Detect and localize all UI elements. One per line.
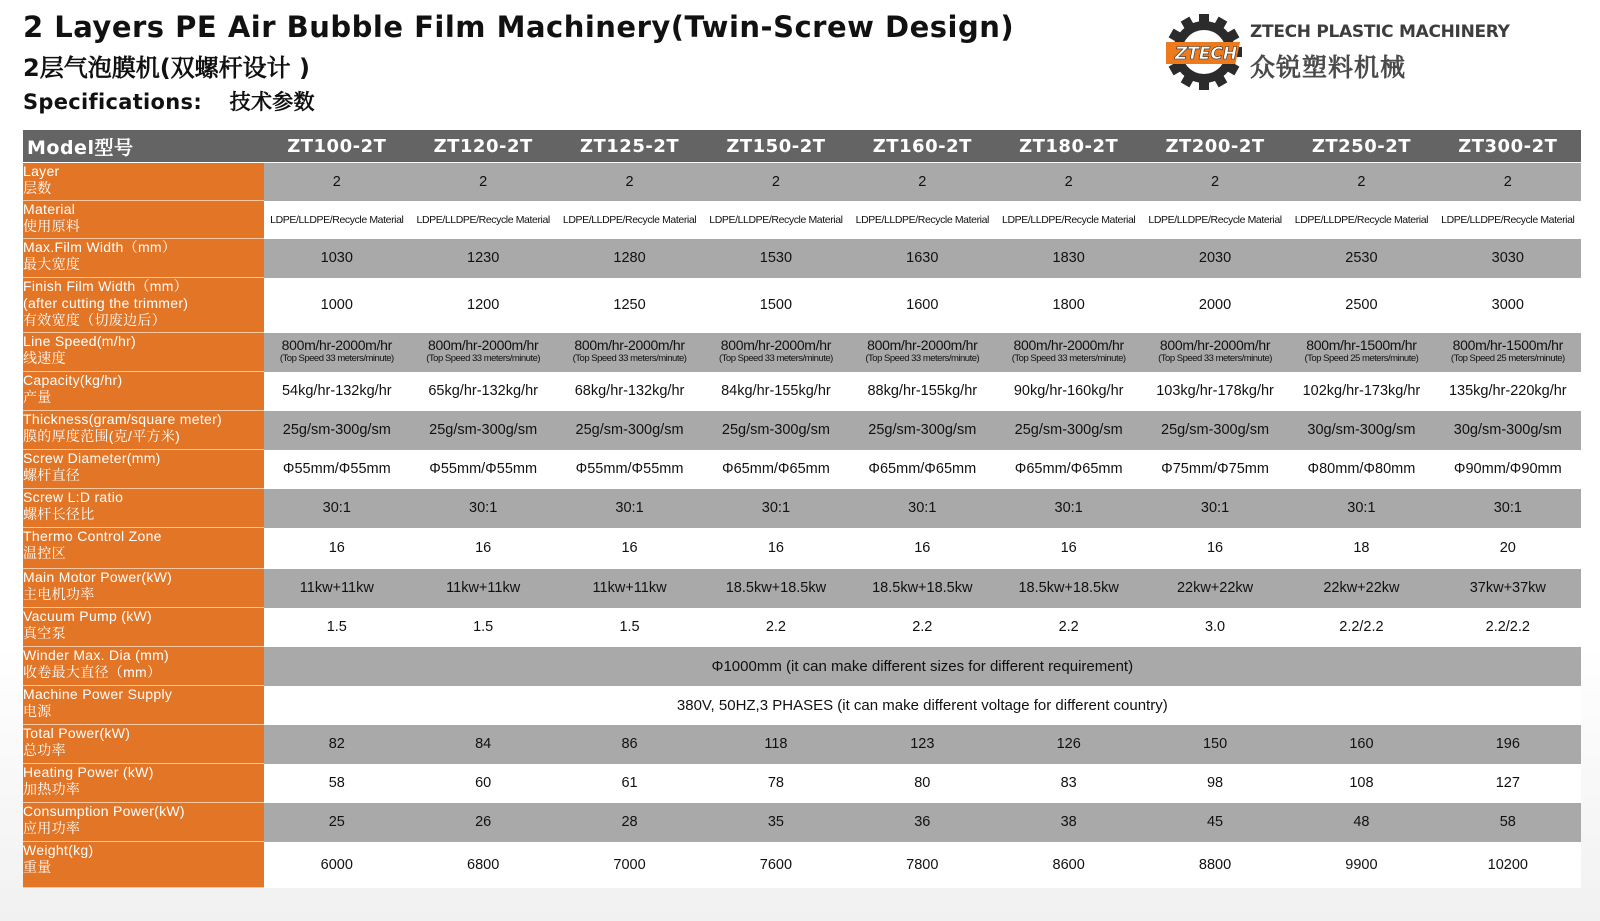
- spec-value: 30:1: [556, 489, 702, 528]
- spec-value: 16: [264, 528, 410, 569]
- spec-value: 83: [995, 764, 1141, 803]
- logo-mark-text: ZTECH: [1174, 44, 1238, 64]
- spec-value: 2: [264, 163, 410, 201]
- spec-value: 1630: [849, 239, 995, 278]
- spec-label-line: Capacity(kg/hr): [23, 372, 123, 388]
- spec-value: 1030: [264, 239, 410, 278]
- spec-label-line: 线速度: [23, 350, 66, 366]
- spec-value: 1530: [703, 239, 849, 278]
- spec-value: [1435, 333, 1581, 372]
- spec-label: [23, 411, 264, 450]
- spec-value: 1800: [995, 278, 1141, 333]
- spec-label-line: Material: [23, 201, 76, 217]
- spec-label-line: Main Motor Power(kW): [23, 569, 173, 585]
- line-speed-range: 800m/hr-2000m/hr: [427, 337, 539, 353]
- brand-name-cn: 众锐塑料机械: [1250, 53, 1407, 82]
- spec-row: [23, 163, 1581, 201]
- spec-label: [23, 686, 264, 725]
- spec-value: 1830: [995, 239, 1141, 278]
- spec-label-line: Line Speed(m/hr): [23, 333, 136, 349]
- spec-label: [23, 201, 264, 239]
- line-speed-range: 800m/hr-1500m/hr: [1306, 337, 1417, 353]
- spec-value: 20: [1435, 528, 1581, 569]
- spec-value: 30:1: [703, 489, 849, 528]
- page-title-en: 2 Layers PE Air Bubble Film Machinery(Twin-Screw Design): [23, 10, 1015, 44]
- spec-row: [23, 803, 1581, 842]
- spec-value: 84kg/hr-155kg/hr: [703, 372, 849, 411]
- specifications-heading: [23, 86, 315, 116]
- spec-value: LDPE/LLDPE/Recycle Material: [703, 201, 849, 239]
- ztech-logo: [1166, 14, 1510, 92]
- spec-value: [264, 333, 410, 372]
- spec-value: 48: [1288, 803, 1434, 842]
- spec-row: [23, 842, 1581, 888]
- spec-value: 160: [1288, 725, 1434, 764]
- spec-value: 2: [410, 163, 556, 201]
- spec-label-line: Machine Power Supply: [23, 686, 173, 702]
- spec-value: Φ55mm/Φ55mm: [264, 450, 410, 489]
- spec-value: 7000: [556, 842, 702, 888]
- gear-tooth: [1199, 14, 1209, 26]
- page-header: [0, 0, 1600, 128]
- spec-value: 37kw+37kw: [1435, 569, 1581, 608]
- spec-value: 86: [556, 725, 702, 764]
- spec-value: 102kg/hr-173kg/hr: [1288, 372, 1434, 411]
- line-speed-range: 800m/hr-2000m/hr: [1013, 337, 1124, 353]
- spec-value: 2: [1142, 163, 1288, 201]
- spec-value: 1500: [703, 278, 849, 333]
- spec-label-line: Max.Film Width（mm）: [23, 239, 177, 255]
- specifications-label-en: Specifications:: [23, 90, 203, 114]
- spec-value: 11kw+11kw: [264, 569, 410, 608]
- spec-value: [410, 333, 556, 372]
- model-header-label: Model型号: [23, 130, 264, 163]
- spec-label-line: 产量: [23, 389, 52, 405]
- spec-value: 82: [264, 725, 410, 764]
- spec-row: [23, 450, 1581, 489]
- spec-label-line: Screw L:D ratio: [23, 489, 124, 505]
- spec-label: [23, 803, 264, 842]
- spec-label-line: Vacuum Pump (kW): [23, 608, 153, 624]
- spec-value: 30:1: [1435, 489, 1581, 528]
- spec-value: 28: [556, 803, 702, 842]
- model-name-header: ZT125-2T: [556, 130, 702, 163]
- spec-value: Φ65mm/Φ65mm: [995, 450, 1141, 489]
- spec-value: [556, 333, 702, 372]
- spec-value-merged: Φ1000mm (it can make different sizes for different requirement): [264, 647, 1581, 686]
- spec-value: 8600: [995, 842, 1141, 888]
- spec-value: 2: [556, 163, 702, 201]
- spec-row: [23, 489, 1581, 528]
- spec-label-line: 层数: [23, 180, 52, 196]
- spec-value: [1288, 333, 1434, 372]
- spec-value: 36: [849, 803, 995, 842]
- spec-value: 118: [703, 725, 849, 764]
- spec-label-line: Winder Max. Dia (mm): [23, 647, 170, 663]
- spec-value: 60: [410, 764, 556, 803]
- spec-value: 78: [703, 764, 849, 803]
- spec-value: 45: [1142, 803, 1288, 842]
- spec-value: 18: [1288, 528, 1434, 569]
- spec-label-line: Weight(kg): [23, 842, 94, 858]
- spec-value: LDPE/LLDPE/Recycle Material: [556, 201, 702, 239]
- spec-label: [23, 764, 264, 803]
- spec-value: 103kg/hr-178kg/hr: [1142, 372, 1288, 411]
- spec-row: [23, 608, 1581, 647]
- spec-value: 9900: [1288, 842, 1434, 888]
- spec-value: 26: [410, 803, 556, 842]
- spec-value: LDPE/LLDPE/Recycle Material: [1288, 201, 1434, 239]
- spec-value: 6800: [410, 842, 556, 888]
- spec-value: 25g/sm-300g/sm: [410, 411, 556, 450]
- spec-row: [23, 278, 1581, 333]
- spec-value: 16: [849, 528, 995, 569]
- spec-value: 80: [849, 764, 995, 803]
- spec-value: [995, 333, 1141, 372]
- line-speed-range: 800m/hr-2000m/hr: [720, 337, 832, 353]
- spec-label-line: 最大宽度: [23, 256, 81, 272]
- spec-row: [23, 725, 1581, 764]
- model-name-header: ZT180-2T: [995, 130, 1141, 163]
- spec-value: Φ75mm/Φ75mm: [1142, 450, 1288, 489]
- spec-value: 61: [556, 764, 702, 803]
- spec-value: 25g/sm-300g/sm: [264, 411, 410, 450]
- spec-row: [23, 764, 1581, 803]
- spec-value: 98: [1142, 764, 1288, 803]
- spec-value: 2000: [1142, 278, 1288, 333]
- spec-value: 7800: [849, 842, 995, 888]
- spec-label-line: 主电机功率: [23, 586, 95, 602]
- spec-value: Φ65mm/Φ65mm: [849, 450, 995, 489]
- spec-value: 30:1: [1288, 489, 1434, 528]
- model-name-header: ZT150-2T: [703, 130, 849, 163]
- gear-logo-icon: [1166, 14, 1246, 92]
- line-speed-range: 800m/hr-2000m/hr: [574, 337, 685, 353]
- spec-label-line: 使用原料: [23, 218, 81, 234]
- spec-value: LDPE/LLDPE/Recycle Material: [1435, 201, 1581, 239]
- line-speed-top-note: (Top Speed 33 meters/minute): [426, 353, 541, 364]
- spec-label-line: Thermo Control Zone: [23, 528, 162, 544]
- spec-label: [23, 842, 264, 888]
- spec-label-line: 重量: [23, 859, 52, 875]
- brand-name-en: ZTECH PLASTIC MACHINERY: [1250, 22, 1510, 42]
- line-speed-top-note: (Top Speed 33 meters/minute): [1158, 353, 1272, 364]
- spec-value: Φ80mm/Φ80mm: [1288, 450, 1434, 489]
- spec-value: LDPE/LLDPE/Recycle Material: [849, 201, 995, 239]
- spec-value: 11kw+11kw: [410, 569, 556, 608]
- line-speed-range: 800m/hr-2000m/hr: [867, 337, 978, 353]
- spec-value: Φ55mm/Φ55mm: [556, 450, 702, 489]
- spec-value: 2: [1435, 163, 1581, 201]
- spec-value: [1142, 333, 1288, 372]
- spec-row: [23, 239, 1581, 278]
- model-name-header: ZT120-2T: [410, 130, 556, 163]
- spec-value: 88kg/hr-155kg/hr: [849, 372, 995, 411]
- spec-value: 10200: [1435, 842, 1581, 888]
- model-header-row: [23, 130, 1581, 163]
- spec-label: [23, 372, 264, 411]
- spec-value: 1.5: [264, 608, 410, 647]
- spec-value: 65kg/hr-132kg/hr: [410, 372, 556, 411]
- line-speed-top-note: (Top Speed 33 meters/minute): [279, 353, 394, 364]
- spec-value: 30g/sm-300g/sm: [1288, 411, 1434, 450]
- line-speed-top-note: (Top Speed 25 meters/minute): [1304, 353, 1419, 364]
- spec-label: [23, 239, 264, 278]
- spec-value: 2.2/2.2: [1435, 608, 1581, 647]
- spec-value: 25g/sm-300g/sm: [1142, 411, 1288, 450]
- spec-value: [703, 333, 849, 372]
- model-name-header: ZT300-2T: [1435, 130, 1581, 163]
- spec-value: 30:1: [410, 489, 556, 528]
- spec-row: [23, 372, 1581, 411]
- spec-value: 196: [1435, 725, 1581, 764]
- spec-value: 2: [703, 163, 849, 201]
- spec-value: 18.5kw+18.5kw: [995, 569, 1141, 608]
- line-speed-top-note: (Top Speed 33 meters/minute): [865, 353, 980, 364]
- spec-value: 2: [849, 163, 995, 201]
- spec-value: 2.2/2.2: [1288, 608, 1434, 647]
- spec-value: 2.2: [995, 608, 1141, 647]
- spec-label: [23, 647, 264, 686]
- spec-value: 30:1: [849, 489, 995, 528]
- line-speed-top-note: (Top Speed 33 meters/minute): [1011, 353, 1126, 364]
- spec-value: 2.2: [703, 608, 849, 647]
- spec-value: 58: [264, 764, 410, 803]
- spec-label: [23, 450, 264, 489]
- spec-value: 25g/sm-300g/sm: [995, 411, 1141, 450]
- spec-value: 25g/sm-300g/sm: [849, 411, 995, 450]
- spec-row: [23, 686, 1581, 725]
- spec-value: 58: [1435, 803, 1581, 842]
- model-name-header: ZT250-2T: [1288, 130, 1434, 163]
- spec-value: 2: [1288, 163, 1434, 201]
- spec-value-merged: 380V, 50HZ,3 PHASES (it can make different voltage for different country): [264, 686, 1581, 725]
- spec-row: [23, 647, 1581, 686]
- spec-label-line: 膜的厚度范围(克/平方米): [23, 428, 181, 444]
- spec-label-line: 有效宽度（切废边后）: [23, 312, 166, 328]
- spec-label-line: 加热功率: [23, 781, 81, 797]
- spec-value: 16: [703, 528, 849, 569]
- spec-row: [23, 569, 1581, 608]
- spec-value: 3.0: [1142, 608, 1288, 647]
- line-speed-top-note: (Top Speed 25 meters/minute): [1450, 353, 1565, 364]
- spec-value: Φ90mm/Φ90mm: [1435, 450, 1581, 489]
- spec-label-line: 螺杆直径: [23, 467, 81, 483]
- specifications-label-cn: 技术参数: [229, 90, 315, 114]
- spec-value: 1280: [556, 239, 702, 278]
- spec-value: 1200: [410, 278, 556, 333]
- spec-label: [23, 569, 264, 608]
- spec-value: 16: [995, 528, 1141, 569]
- spec-value: Φ65mm/Φ65mm: [703, 450, 849, 489]
- spec-value: 123: [849, 725, 995, 764]
- spec-value: 90kg/hr-160kg/hr: [995, 372, 1141, 411]
- spec-row: [23, 528, 1581, 569]
- spec-label-line: Thickness(gram/square meter): [23, 411, 223, 427]
- spec-value: 30:1: [995, 489, 1141, 528]
- line-speed-top-note: (Top Speed 33 meters/minute): [719, 353, 833, 364]
- spec-value: 7600: [703, 842, 849, 888]
- spec-label-line: 温控区: [23, 545, 66, 561]
- spec-label-line: 收卷最大直径（mm）: [23, 664, 162, 680]
- spec-value: 126: [995, 725, 1141, 764]
- specifications-table: [23, 130, 1581, 888]
- spec-value: 2500: [1288, 278, 1434, 333]
- spec-label: [23, 278, 264, 333]
- line-speed-range: 800m/hr-2000m/hr: [1159, 337, 1271, 353]
- spec-label: [23, 489, 264, 528]
- spec-row: [23, 411, 1581, 450]
- spec-value: 8800: [1142, 842, 1288, 888]
- spec-label-line: 真空泵: [23, 625, 66, 641]
- spec-label-line: 总功率: [23, 742, 66, 758]
- spec-value: 2: [995, 163, 1141, 201]
- model-name-header: ZT200-2T: [1142, 130, 1288, 163]
- spec-value: LDPE/LLDPE/Recycle Material: [1142, 201, 1288, 239]
- spec-value: 16: [410, 528, 556, 569]
- spec-value: 18.5kw+18.5kw: [703, 569, 849, 608]
- spec-value: 38: [995, 803, 1141, 842]
- spec-value: 150: [1142, 725, 1288, 764]
- spec-value: [849, 333, 995, 372]
- spec-value: 2530: [1288, 239, 1434, 278]
- spec-value: LDPE/LLDPE/Recycle Material: [264, 201, 410, 239]
- spec-value: 2.2: [849, 608, 995, 647]
- spec-value: 22kw+22kw: [1288, 569, 1434, 608]
- spec-label-line: Finish Film Width（mm）: [23, 278, 188, 294]
- spec-value: 16: [1142, 528, 1288, 569]
- spec-value: 2030: [1142, 239, 1288, 278]
- spec-value: 54kg/hr-132kg/hr: [264, 372, 410, 411]
- spec-label: [23, 725, 264, 764]
- spec-value: 1230: [410, 239, 556, 278]
- gear-tooth: [1199, 78, 1209, 90]
- spec-value: 22kw+22kw: [1142, 569, 1288, 608]
- spec-label-line: Layer: [23, 163, 60, 179]
- spec-row: [23, 201, 1581, 239]
- spec-value: 18.5kw+18.5kw: [849, 569, 995, 608]
- spec-value: 35: [703, 803, 849, 842]
- page-title-cn: 2层气泡膜机(双螺杆设计 ): [23, 54, 310, 82]
- spec-value: 1.5: [410, 608, 556, 647]
- spec-value: 25g/sm-300g/sm: [703, 411, 849, 450]
- spec-label-line: (after cutting the trimmer): [23, 295, 189, 311]
- spec-value: 25: [264, 803, 410, 842]
- spec-value: 84: [410, 725, 556, 764]
- spec-label-line: Heating Power (kW): [23, 764, 154, 780]
- spec-label-line: Consumption Power(kW): [23, 803, 185, 819]
- spec-label-line: 螺杆长径比: [23, 506, 95, 522]
- spec-value: 3030: [1435, 239, 1581, 278]
- spec-label-line: 电源: [23, 703, 52, 719]
- spec-label: [23, 608, 264, 647]
- spec-value: 1000: [264, 278, 410, 333]
- spec-value: 1250: [556, 278, 702, 333]
- spec-value: 30:1: [1142, 489, 1288, 528]
- model-name-header: ZT160-2T: [849, 130, 995, 163]
- spec-value: Φ55mm/Φ55mm: [410, 450, 556, 489]
- spec-value: 11kw+11kw: [556, 569, 702, 608]
- line-speed-range: 800m/hr-2000m/hr: [281, 337, 392, 353]
- spec-label: [23, 333, 264, 372]
- spec-value: 25g/sm-300g/sm: [556, 411, 702, 450]
- spec-value: 127: [1435, 764, 1581, 803]
- spec-value: 68kg/hr-132kg/hr: [556, 372, 702, 411]
- spec-value: LDPE/LLDPE/Recycle Material: [995, 201, 1141, 239]
- spec-value: 108: [1288, 764, 1434, 803]
- spec-value: LDPE/LLDPE/Recycle Material: [410, 201, 556, 239]
- spec-value: 16: [556, 528, 702, 569]
- spec-label: [23, 163, 264, 201]
- spec-row: [23, 333, 1581, 372]
- spec-value: 3000: [1435, 278, 1581, 333]
- spec-value: 1600: [849, 278, 995, 333]
- spec-value: 30g/sm-300g/sm: [1435, 411, 1581, 450]
- spec-value: 135kg/hr-220kg/hr: [1435, 372, 1581, 411]
- line-speed-top-note: (Top Speed 33 meters/minute): [572, 353, 687, 364]
- spec-label-line: Screw Diameter(mm): [23, 450, 161, 466]
- spec-value: 6000: [264, 842, 410, 888]
- model-name-header: ZT100-2T: [264, 130, 410, 163]
- spec-value: 30:1: [264, 489, 410, 528]
- spec-label-line: Total Power(kW): [23, 725, 131, 741]
- spec-value: 1.5: [556, 608, 702, 647]
- spec-label-line: 应用功率: [23, 820, 81, 836]
- line-speed-range: 800m/hr-1500m/hr: [1452, 337, 1563, 353]
- spec-label: [23, 528, 264, 569]
